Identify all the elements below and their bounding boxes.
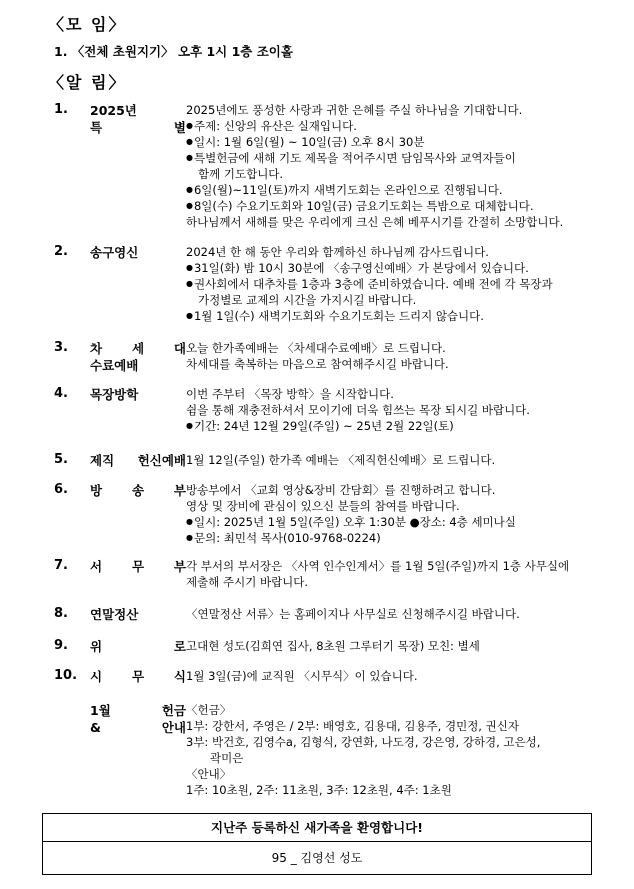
announcement-body — [186, 386, 606, 434]
announcement-line: ● 6일(월)~11일(토)까지 새벽기도회는 온라인으로 진행됩니다. — [186, 182, 606, 198]
announcement-number: 5. — [54, 452, 68, 467]
announcement-line: 〈안내〉 — [186, 767, 232, 781]
announcement-line: 영상 및 장비에 관심이 있으신 분들의 참여를 바랍니다. — [186, 499, 460, 513]
announcement-line: 1월 3일(금)에 교직원 〈시무식〉이 있습니다. — [186, 669, 418, 683]
announcement-body — [186, 702, 606, 798]
announcement-line: 제출해 주시기 바랍니다. — [186, 575, 309, 589]
announcement-line: ● 일시: 2025년 1월 5일(주일) 오후 1:30분 ●장소: 4층 세미나실 — [186, 514, 606, 530]
announcement-line: 2024년 한 해 동안 우리와 함께하신 하나님께 감사드립니다. — [186, 245, 489, 259]
announcement-line: 고대현 성도(김희연 집사, 8초원 그루터기 목장) 모친: 별세 — [186, 639, 480, 653]
announcement-body — [186, 452, 606, 468]
announcement-number: 1. — [54, 102, 68, 117]
welcome-box — [42, 813, 592, 875]
announcement-line: 3부: 박건호, 김영수a, 김형식, 강연화, 나도경, 강은영, 강하경, 고은성, — [186, 735, 541, 749]
announcement-label: 수료예배 — [90, 358, 139, 373]
announcement-body — [186, 638, 606, 654]
announcement-line: ● 문의: 최민석 목사(010-9768-0224) — [186, 530, 606, 546]
announcement-body — [186, 606, 606, 622]
announcement-number: 7. — [54, 558, 68, 573]
meeting-title: 〈모 임〉 — [48, 15, 127, 34]
announcement-body — [186, 340, 606, 372]
announcement-line: 가정별로 교제의 시간을 가지시길 바랍니다. — [198, 293, 417, 307]
announcement-line: 방송부에서 〈교회 영상&장비 간담회〉를 진행하려고 합니다. — [186, 483, 496, 497]
announcement-label: 위 로 — [90, 639, 186, 654]
announcement-line: ● 기간: 24년 12월 29일(주일) ~ 25년 2월 22일(토) — [186, 418, 606, 434]
announcement-label: 제직 헌신예배 — [90, 453, 186, 468]
announcement-line: ● 권사회에서 대추차를 1층과 3층에 준비하였습니다. 예배 전에 각 목장과 — [186, 276, 606, 292]
announcement-number: 10. — [54, 668, 78, 683]
announcement-number: 9. — [54, 638, 68, 653]
announcement-label: 송구영신 — [90, 245, 139, 260]
announcement-line: ● 31일(화) 밤 10시 30분에 〈송구영신예배〉가 본당에서 있습니다. — [186, 260, 606, 276]
announcement-line: 오늘 한가족예배는 〈차세대수료예배〉로 드립니다. — [186, 341, 446, 355]
announcement-label: 특 별 — [90, 120, 186, 135]
meeting-item: 1. 〈전체 초원지기〉 오후 1시 1층 조이홀 — [54, 44, 293, 59]
announcement-number: 4. — [54, 386, 68, 401]
announcement-label: 1월 헌금 — [90, 703, 186, 718]
welcome-name: 95 _ 김영선 성도 — [271, 851, 363, 865]
announcement-label: 목장방학 — [90, 387, 139, 402]
announcement-number: 6. — [54, 482, 68, 497]
announcement-body — [186, 558, 606, 590]
announcement-line: 〈헌금〉 — [186, 703, 232, 717]
announcement-label: 2025년 — [90, 103, 137, 118]
announcement-line: 〈연말정산 서류〉는 홈페이지나 사무실로 신청해주시길 바랍니다. — [186, 607, 520, 621]
announcement-label: 방 송 부 — [90, 483, 186, 498]
announcement-line: 하나님께서 새해를 맞은 우리에게 크신 은혜 베푸시기를 간절히 소망합니다. — [186, 215, 564, 229]
announcement-body — [186, 102, 606, 230]
announcement-number: 3. — [54, 340, 68, 355]
announcement-line: 이번 주부터 〈목장 방학〉을 시작합니다. — [186, 387, 394, 401]
announcement-body — [186, 668, 606, 684]
announcement-label: 연말정산 — [90, 607, 139, 622]
announcement-body — [186, 482, 606, 546]
announcement-line: 곽미은 — [210, 751, 244, 765]
announcement-number: 2. — [54, 244, 68, 259]
announcement-line: 1주: 10초원, 2주: 11초원, 3주: 12초원, 4주: 1초원 — [186, 783, 452, 797]
announcement-line: 1부: 강한서, 주영은 / 2부: 배영호, 김용대, 김용주, 경민정, 권신자 — [186, 719, 519, 733]
announcement-number: 8. — [54, 606, 68, 621]
announcement-line: 2025년에도 풍성한 사랑과 귀한 은혜를 주실 하나님을 기대합니다. — [186, 103, 523, 117]
announcement-line: 차세대를 축복하는 마음으로 참여해주시길 바랍니다. — [186, 357, 449, 371]
announcement-line: 쉼을 통해 재충전하셔서 모이기에 더욱 힘쓰는 목장 되시길 바랍니다. — [186, 403, 530, 417]
announcement-label: & 안내 — [90, 720, 186, 735]
announcement-label: 차 세 대 — [90, 341, 186, 356]
announcement-line: ● 1월 1일(수) 새벽기도회와 수요기도회는 드리지 않습니다. — [186, 308, 606, 324]
announcements-title: 〈알 림〉 — [48, 73, 127, 92]
announcement-line: ● 특별헌금에 새해 기도 제목을 적어주시면 담임목사와 교역자들이 — [186, 150, 606, 166]
announcement-label: 시 무 식 — [90, 669, 186, 684]
announcement-line: 1월 12일(주일) 한가족 예배는 〈제직헌신예배〉로 드립니다. — [186, 453, 496, 467]
announcement-line: 함께 기도합니다. — [198, 167, 284, 181]
announcement-line: 각 부서의 부서장은 〈사역 인수인계서〉를 1월 5일(주일)까지 1층 사무실에 — [186, 559, 570, 573]
announcement-line: ● 주제: 신앙의 유산은 실재입니다. — [186, 118, 606, 134]
welcome-title: 지난주 등록하신 새가족을 환영합니다! — [43, 814, 591, 842]
announcement-label: 서 무 부 — [90, 559, 186, 574]
announcement-line: ● 일시: 1월 6일(월) ~ 10일(금) 오후 8시 30분 — [186, 134, 606, 150]
announcement-body — [186, 244, 606, 324]
announcement-line: ● 8일(수) 수요기도회와 10일(금) 금요기도회는 특밤으로 대체합니다. — [186, 198, 606, 214]
